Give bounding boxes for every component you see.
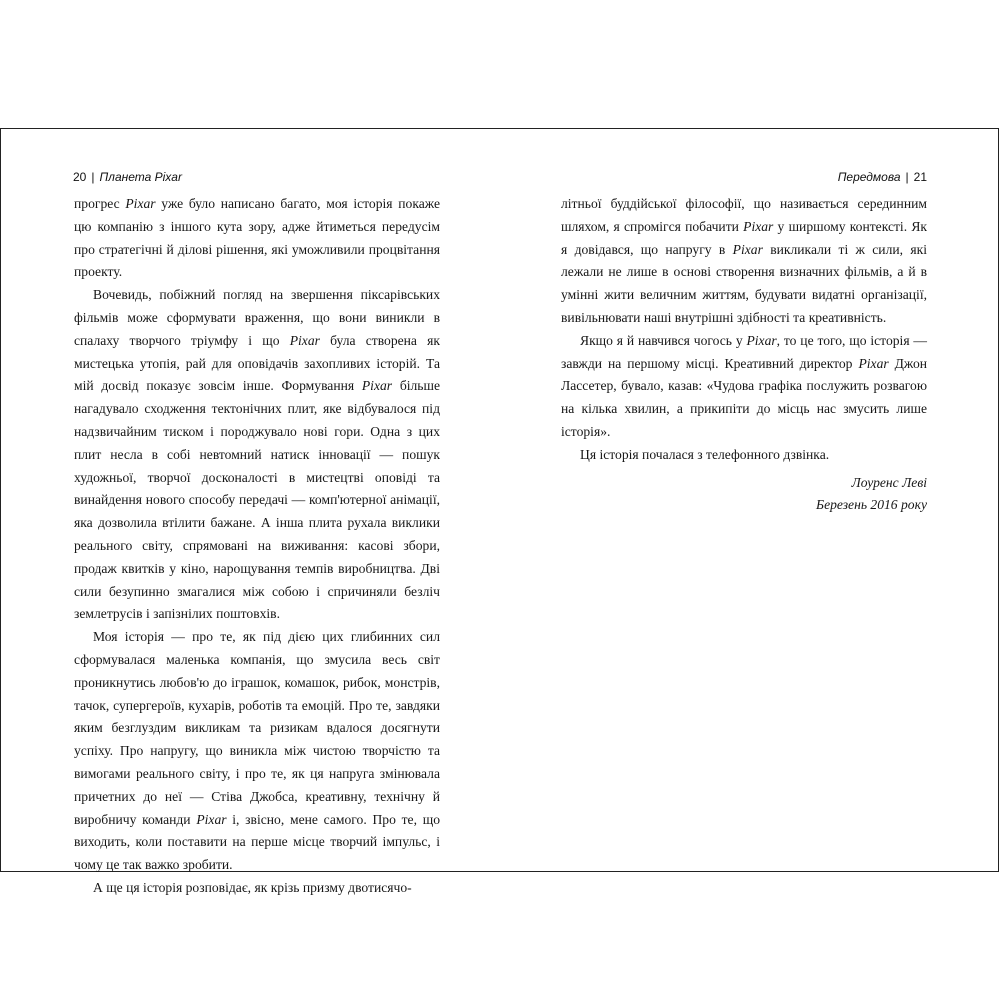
paragraph: А ще ця історія розповідає, як крізь призму двотисячо- bbox=[93, 879, 412, 895]
paragraph: Ця історія почалася з телефонного дзвінка. bbox=[580, 446, 830, 462]
running-head-left bbox=[73, 170, 182, 184]
page-number-left: 20 bbox=[73, 170, 87, 184]
paragraph: Вочевидь, побіжний погляд на звершення піксарівських фільмів може сформувати враження, що вони виникли в спалаху творчого тріумфу і що Pixar була створена як мистецька утопія, рай для оповідачів захопливих історій. Та мій досвід показує зовсім інше. Формування Pixar більше нагадувало сходження тектонічних плит, яке відбувалося під надзвичайним тиском і породжувало нові гори. Одна з цих плит несла в собі невтомний натиск інновації — пошук художньої, творчої досконалості в мистецтві оповіді та винайдення нового способу передачі — комп'ютерної анімації, яка дозволила втілити бажане. А інша плита рухала виклики реального світу, спрямовані на виживання: касові збори, продаж квитків у кіно, нарощування темпів виробництва. Дві сили безупинно змагалися між собою і спричиняли безліч землетрусів і запізнілих поштовхів. bbox=[74, 287, 441, 622]
paragraph: Моя історія — про те, як під дією цих глибинних сил сформувалася маленька компанія, що змусила весь світ проникнутись любов'ю до іграшок, комашок, рибок, монстрів, тачок, супергероїв, кухарів, роботів та емоцій. Про те, завдяки яким безглуздим викликам та ризикам вдалося досягнути успіху. Про напругу, що виникла між чистою творчістю та вимогами реального світу, і про те, як ця напруга змінювала причетних до неї — Стіва Джобса, креативну, технічну й виробничу команди Pixar і, звісно, мене самого. Про те, що виходить, коли поставити на перше місце творчий імпульс, і чому це так важко зробити. bbox=[74, 629, 440, 873]
paragraph: літньої буддійської філософії, що називається серединним шляхом, я спромігся побачити Pixar у ширшому контексті. Як я довідався, що напругу в Pixar викликали ті ж сили, які лежали не лише в основі створення визначних фільмів, а й в умінні жити величним життям, будувати видатні організації, вивільнювати наші внутрішні здібності та креативність. bbox=[561, 196, 927, 325]
author-signature: Лоуренс Леві bbox=[851, 474, 927, 490]
header-separator: | bbox=[91, 170, 95, 184]
page-number-right: 21 bbox=[913, 170, 927, 184]
paragraph: прогрес Pixar уже було написано багато, моя історія покаже цю компанію з іншого кута зору, адже йтиметься передусім про стратегічні й ділові рішення, які уможливили процвітання проекту. bbox=[74, 196, 440, 280]
book-title: Планета Pixar bbox=[99, 170, 182, 184]
header-separator: | bbox=[905, 170, 909, 184]
chapter-title: Передмова bbox=[837, 170, 901, 184]
right-page-text bbox=[561, 193, 927, 517]
left-page-text bbox=[74, 193, 440, 900]
running-head-right bbox=[838, 170, 927, 184]
signature-date: Березень 2016 року bbox=[816, 497, 927, 513]
paragraph: Якщо я й навчився чогось у Pixar, то це того, що історія — завжди на першому місці. Креативний директор Pixar Джон Лассетер, бувало, казав: «Чудова графіка послужить розвагою на кілька хвилин, а прикипіти до місць нас змусить лише історія». bbox=[561, 332, 928, 439]
